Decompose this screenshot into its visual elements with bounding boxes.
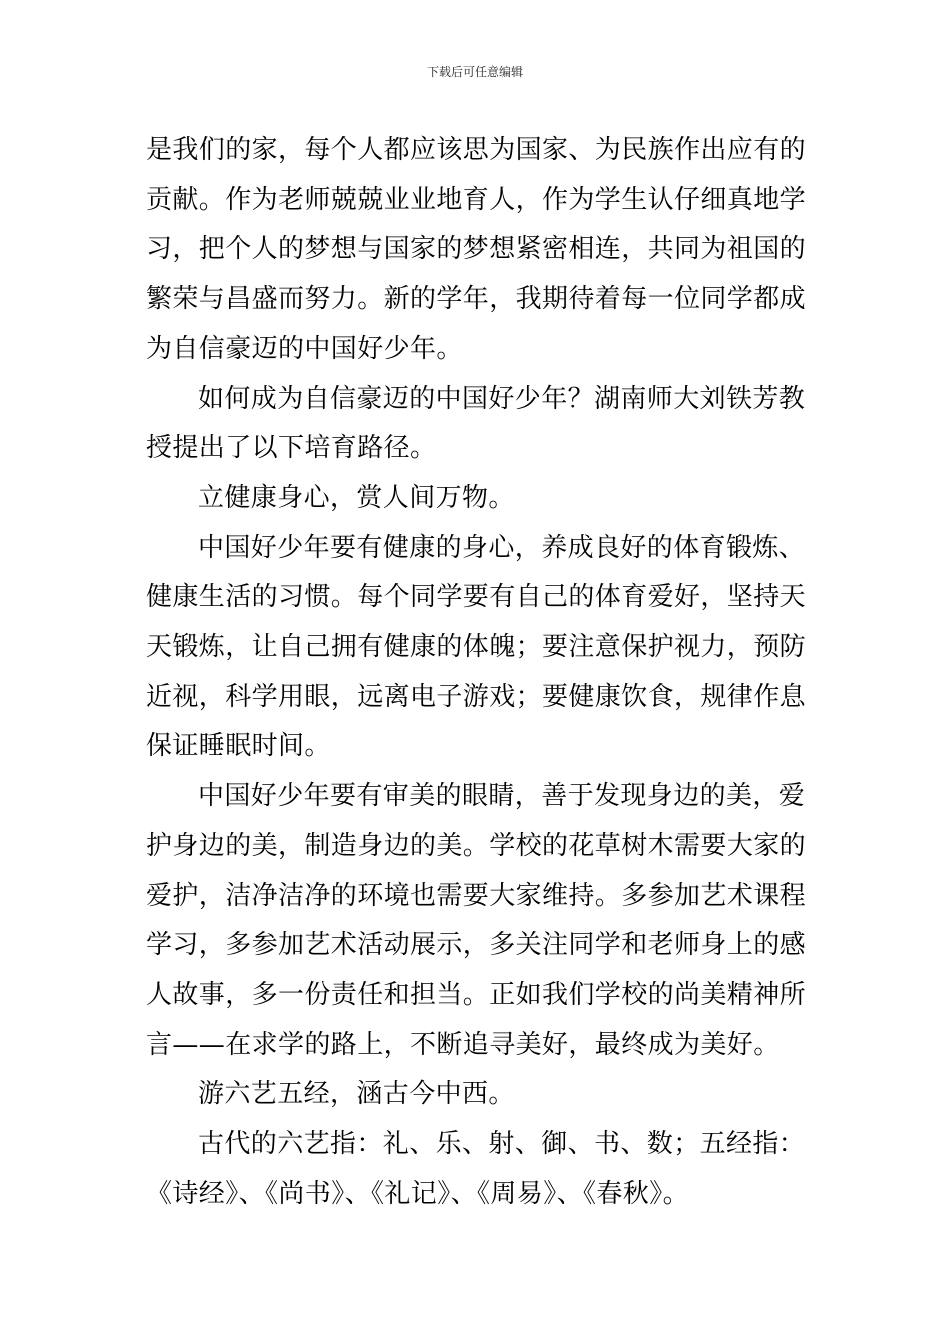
text-line: 中国好少年要有健康的身心，养成良好的体育锻炼、 <box>198 532 806 563</box>
text-line: 保证睡眠时间。 <box>146 731 331 762</box>
paragraph-health-habits <box>146 524 806 773</box>
text-line: 护身边的美，制造身边的美。学校的花草树木需要大家的 <box>146 830 807 861</box>
text-line: 爱护，洁净洁净的环境也需要大家维持。多参加艺术课程 <box>146 880 807 911</box>
paragraph-national-contribution <box>146 126 806 375</box>
paragraph-how-to-become <box>146 375 806 474</box>
text-line: 中国好少年要有审美的眼睛，善于发现身边的美，爱 <box>198 781 806 812</box>
text-line: 习，把个人的梦想与国家的梦想紧密相连，共同为祖国的 <box>146 234 807 265</box>
text-line: 游六艺五经，涵古今中西。 <box>198 1079 515 1110</box>
text-line: 人故事，多一份责任和担当。正如我们学校的尚美精神所 <box>146 979 807 1010</box>
text-line: 言——在求学的路上，不断追寻美好，最终成为美好。 <box>146 1029 780 1060</box>
text-line: 贡献。作为老师兢兢业业地育人，作为学生认仔细真地学 <box>146 184 807 215</box>
text-line: 近视，科学用眼，远离电子游戏；要健康饮食，规律作息 <box>146 681 807 712</box>
text-line: 为自信豪迈的中国好少年。 <box>146 333 463 364</box>
text-line: 授提出了以下培育路径。 <box>146 433 437 464</box>
text-line: 立健康身心，赏人间万物。 <box>198 482 515 513</box>
section-heading-healthy-mind <box>146 474 806 524</box>
text-line: 《诗经》、《尚书》、《礼记》、《周易》、《春秋》。 <box>146 1178 690 1209</box>
text-line: 如何成为自信豪迈的中国好少年？湖南师大刘铁芳教 <box>198 383 806 414</box>
text-line: 学习，多参加艺术活动展示，多关注同学和老师身上的感 <box>146 930 807 961</box>
paragraph-aesthetic-eyes <box>146 772 806 1070</box>
text-line: 天锻炼，让自己拥有健康的体魄；要注意保护视力，预防 <box>146 632 807 663</box>
paragraph-six-arts-five-classics <box>146 1120 806 1219</box>
page-header: 下载后可任意编辑 <box>426 65 523 79</box>
section-heading-six-arts <box>146 1070 806 1120</box>
text-line: 古代的六艺指：礼、乐、射、御、书、数；五经指： <box>198 1129 806 1160</box>
document-body <box>146 126 806 1219</box>
text-line: 是我们的家，每个人都应该思为国家、为民族作出应有的 <box>146 135 807 165</box>
text-line: 繁荣与昌盛而努力。新的学年，我期待着每一位同学都成 <box>146 284 807 315</box>
text-line: 健康生活的习惯。每个同学要有自己的体育爱好，坚持天 <box>146 582 807 613</box>
